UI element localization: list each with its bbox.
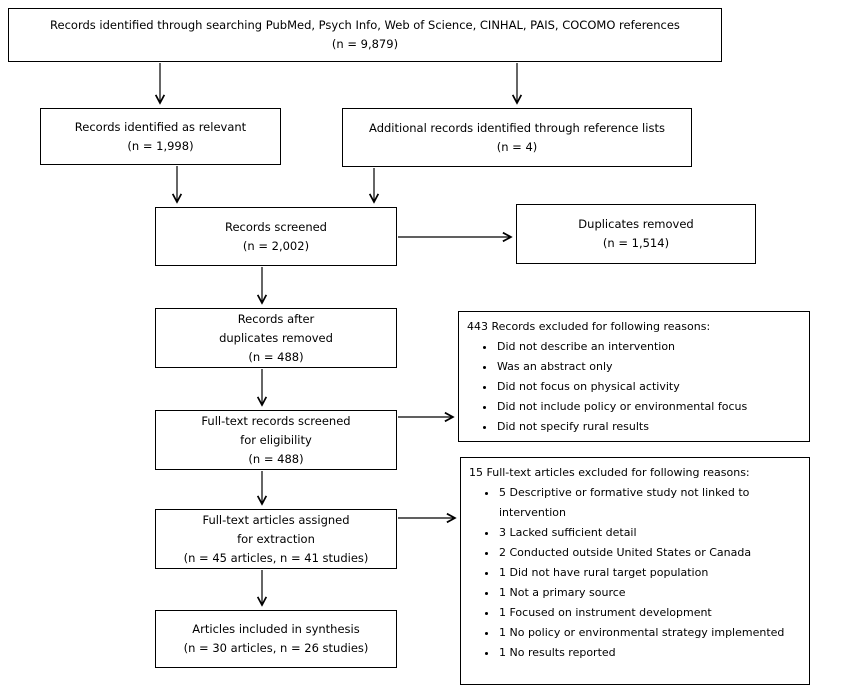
excluded-records-list (467, 337, 804, 437)
box-duplicates-removed-count: (n = 1,514) (602, 236, 670, 250)
box-duplicates-removed (516, 204, 756, 264)
excluded-records-item: • Was an abstract only (496, 357, 804, 377)
excluded-fulltext-item: • 5 Descriptive or formative study not linked to intervention (498, 483, 804, 523)
box-excluded-records-title: 443 Records excluded for following reasons: (467, 320, 711, 333)
box-assigned-extraction-line2: for extraction (237, 531, 315, 546)
box-fulltext-screened-line2: for eligibility (240, 432, 312, 447)
box-records-relevant-count: (n = 1,998) (127, 138, 194, 153)
box-records-identified (8, 8, 722, 62)
excluded-records-item: • Did not include policy or environmental focus (496, 397, 804, 417)
box-duplicates-removed-text: Duplicates removed (578, 217, 694, 231)
box-excluded-fulltext-title: 15 Full-text articles excluded for following reasons: (469, 466, 750, 479)
box-records-screened (155, 207, 397, 266)
box-excluded-records (458, 311, 810, 442)
box-records-relevant (40, 108, 281, 165)
excluded-fulltext-item: • 3 Lacked sufficient detail (498, 523, 804, 543)
box-records-after-duplicates-line1: Records after (237, 311, 315, 326)
excluded-fulltext-list (469, 483, 804, 663)
excluded-fulltext-item: • 1 Not a primary source (498, 583, 804, 603)
box-records-screened-count: (n = 2,002) (242, 238, 310, 253)
excluded-records-item: • Did not focus on physical activity (496, 377, 804, 397)
box-excluded-fulltext (460, 457, 810, 685)
excluded-fulltext-item: • 1 Focused on instrument development (498, 603, 804, 623)
box-fulltext-screened-count: (n = 488) (248, 451, 304, 466)
box-records-relevant-text: Records identified as relevant (74, 119, 247, 134)
box-records-after-duplicates-count: (n = 488) (248, 349, 304, 364)
excluded-fulltext-item: • 2 Conducted outside United States or Canada (498, 543, 804, 563)
box-fulltext-screened (155, 410, 397, 470)
excluded-fulltext-item: • 1 Did not have rural target population (498, 563, 804, 583)
box-assigned-extraction (155, 509, 397, 569)
box-additional-records-text: Additional records identified through reference lists (369, 120, 665, 135)
box-assigned-extraction-line1: Full-text articles assigned (202, 512, 350, 527)
excluded-fulltext-item: • 1 No results reported (498, 643, 804, 663)
box-included-synthesis-text: Articles included in synthesis (192, 622, 360, 636)
excluded-records-item: • Did not specify rural results (496, 417, 804, 437)
excluded-fulltext-item: • 1 No policy or environmental strategy implemented (498, 623, 804, 643)
box-included-synthesis (155, 610, 397, 668)
box-additional-records (342, 108, 692, 167)
box-records-after-duplicates-line2: duplicates removed (219, 330, 333, 345)
box-records-after-duplicates (155, 308, 397, 368)
box-assigned-extraction-count: (n = 45 articles, n = 41 studies) (183, 550, 369, 565)
box-records-screened-text: Records screened (225, 219, 327, 234)
box-additional-records-count: (n = 4) (496, 139, 538, 154)
box-records-identified-text: Records identified through searching PubMed, Psych Info, Web of Science, CINHAL, PAIS, COCOMO references (50, 18, 680, 32)
box-records-identified-count: (n = 9,879) (331, 37, 399, 51)
box-included-synthesis-count: (n = 30 articles, n = 26 studies) (183, 641, 369, 655)
excluded-records-item: • Did not describe an intervention (496, 337, 804, 357)
box-fulltext-screened-line1: Full-text records screened (201, 413, 351, 428)
